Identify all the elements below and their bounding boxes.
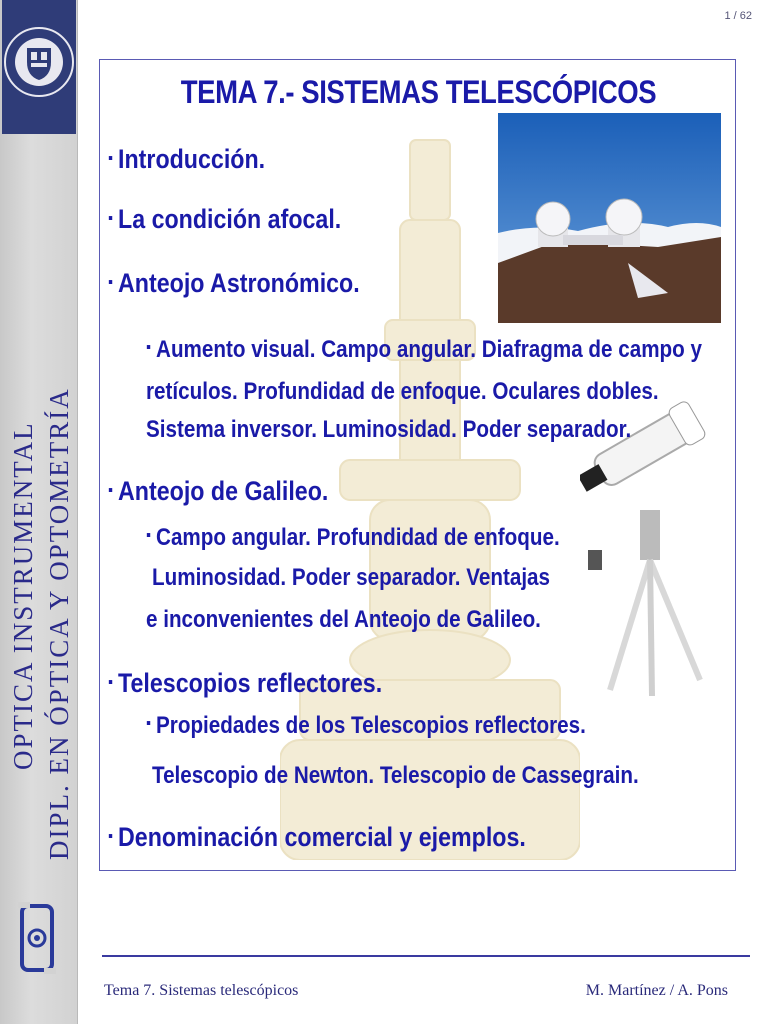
agenda-item-introduccion: ▪ Introducción. (108, 144, 266, 174)
sidebar-title-line2: DIPL. EN ÓPTICA Y OPTOMETRÍA (44, 387, 74, 860)
slide-frame (99, 59, 736, 871)
subitem-astronomico-line3: Sistema inversor. Luminosidad. Poder separador. (146, 416, 632, 443)
footer-authors: M. Martínez / A. Pons (585, 982, 728, 999)
agenda-item-condicion-afocal: ▪ La condición afocal. (108, 204, 342, 234)
subitem-galileo-line2: Luminosidad. Poder separador. Ventajas (152, 564, 551, 591)
bullet-icon: ▪ (108, 828, 113, 845)
bullet-icon: ▪ (108, 674, 113, 691)
agenda-item-anteojo-astronomico: ▪ Anteojo Astronómico. (108, 268, 360, 298)
sidebar-title-line1: OPTICA INSTRUMENTAL (8, 421, 38, 770)
footer-divider (102, 955, 750, 957)
bullet-icon: ▪ (146, 715, 151, 732)
agenda-item-anteojo-galileo: ▪ Anteojo de Galileo. (108, 476, 329, 506)
bullet-icon: ▪ (108, 274, 113, 291)
footer-topic: Tema 7. Sistemas telescópicos (104, 982, 299, 999)
observatory-photo (498, 113, 721, 323)
sidebar-vertical-title (2, 150, 76, 870)
subitem-reflectores-line1: ▪ Propiedades de los Telescopios reflectores. (146, 712, 586, 739)
bullet-icon: ▪ (108, 482, 113, 499)
bullet-icon: ▪ (146, 339, 151, 356)
department-logo (18, 898, 60, 978)
subitem-galileo-line3: e inconvenientes del Anteojo de Galileo. (146, 606, 541, 633)
subitem-astronomico-line1: ▪ Aumento visual. Campo angular. Diafragma de campo y (146, 336, 702, 363)
bullet-icon: ▪ (146, 527, 151, 544)
slide-title: TEMA 7.- SISTEMAS TELESCÓPICOS (180, 74, 657, 110)
agenda-item-telescopios-reflectores: ▪ Telescopios reflectores. (108, 668, 383, 698)
page-number: 1 / 62 (724, 10, 752, 22)
subitem-galileo-line1: ▪ Campo angular. Profundidad de enfoque. (146, 524, 560, 551)
sidebar (0, 0, 78, 1024)
bullet-icon: ▪ (108, 210, 113, 227)
bullet-icon: ▪ (108, 150, 113, 167)
subitem-astronomico-line2: retículos. Profundidad de enfoque. Oculares dobles. (146, 378, 659, 405)
agenda-item-denominacion-comercial: ▪ Denominación comercial y ejemplos. (108, 822, 526, 852)
subitem-reflectores-line2: Telescopio de Newton. Telescopio de Cassegrain. (152, 762, 639, 789)
university-seal-logo (2, 0, 76, 134)
